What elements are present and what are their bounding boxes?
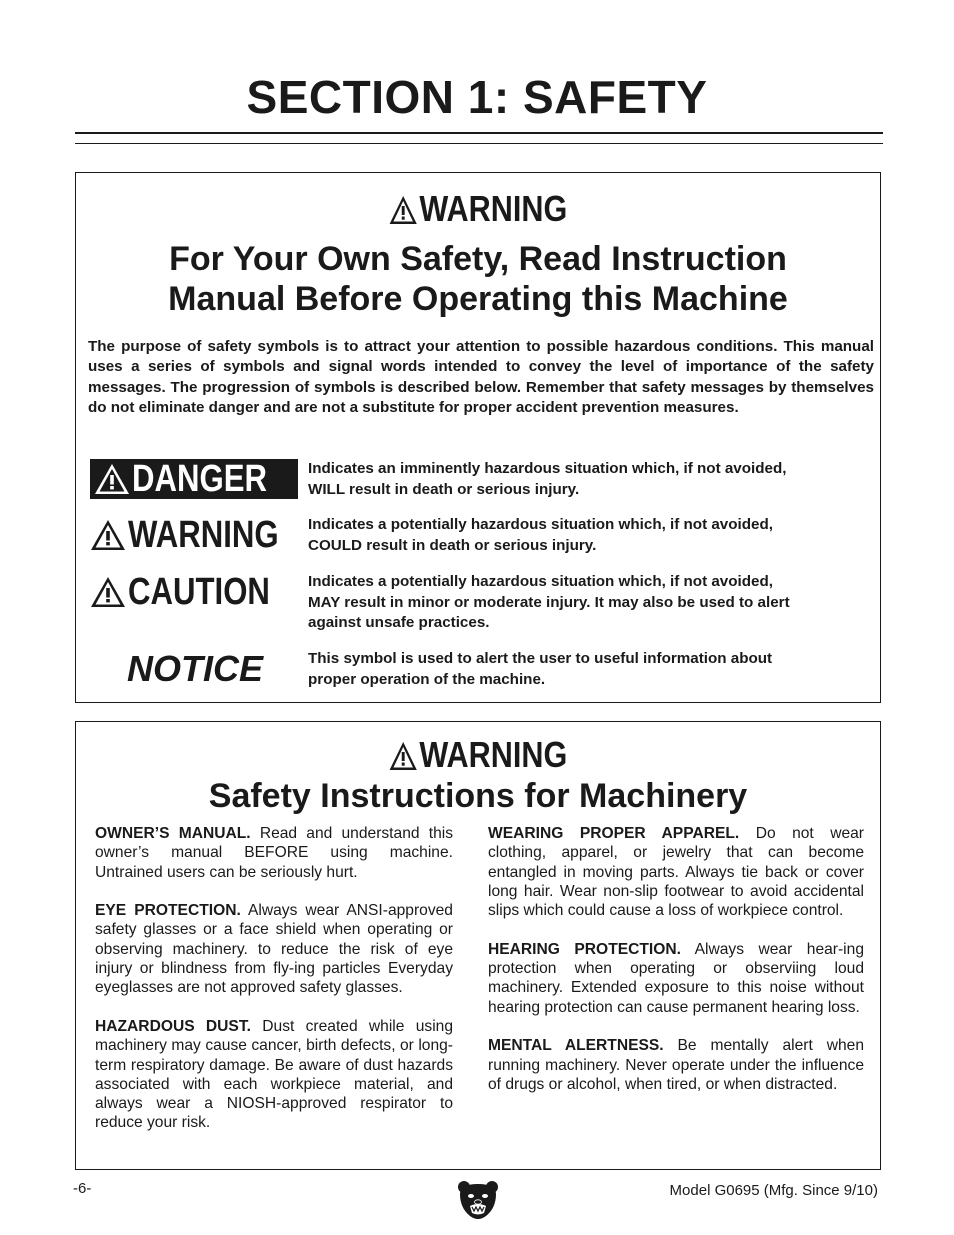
warning-triangle-icon bbox=[94, 463, 130, 495]
left-column bbox=[95, 824, 453, 1152]
para-text: Always wear ANSI-approved safety glasses or a face shield when operating or observing machinery. to reduce the risk of eye injury or blindness from fly-ing particles Everyday eyeglasses are not approved safety glasses. bbox=[95, 902, 453, 997]
para-heading: MENTAL ALERTNESS. bbox=[488, 1037, 664, 1055]
desc-line: proper operation of the machine. bbox=[308, 670, 546, 688]
warning-triangle-icon bbox=[90, 519, 126, 551]
para-heading: EYE PROTECTION. bbox=[95, 902, 241, 920]
desc-line: Indicates an imminently hazardous situation which, if not avoided, bbox=[308, 460, 787, 477]
desc-line: COULD result in death or serious injury. bbox=[308, 536, 597, 554]
page-number: -6- bbox=[73, 1180, 92, 1197]
notice-word: NOTICE bbox=[127, 648, 264, 689]
desc-line: Indicates a potentially hazardous situation which, if not avoided, bbox=[308, 573, 773, 590]
desc-line: WILL result in death or serious injury. bbox=[308, 480, 580, 498]
warning-header bbox=[136, 189, 819, 229]
caution-label bbox=[90, 572, 301, 612]
para-text: Be mentally alert when running machinery. Never operate under the influence of drugs or alcohol, when tired, or when distracted. bbox=[488, 1037, 864, 1093]
para-heading: HEARING PROTECTION. bbox=[488, 940, 681, 958]
proper-apparel-paragraph bbox=[488, 824, 864, 920]
desc-line: Indicates a potentially hazardous situation which, if not avoided, bbox=[308, 516, 773, 533]
warning-word: WARNING bbox=[419, 188, 568, 229]
mental-alertness-paragraph bbox=[488, 1036, 864, 1094]
model-info: Model G0695 (Mfg. Since 9/10) bbox=[669, 1182, 878, 1199]
danger-word: DANGER bbox=[132, 458, 268, 500]
title-rule-thick bbox=[75, 132, 883, 134]
subtitle-line-1: For Your Own Safety, Read Instruction bbox=[169, 240, 787, 278]
warning-header bbox=[136, 735, 819, 775]
para-heading: OWNER’S MANUAL. bbox=[95, 825, 251, 842]
warning-triangle-icon bbox=[389, 195, 418, 225]
machinery-safety-box bbox=[75, 721, 881, 1170]
title-rule-thin bbox=[75, 143, 883, 144]
danger-description bbox=[308, 459, 868, 500]
intro-paragraph: The purpose of safety symbols is to attract your attention to possible hazardous conditions. This manual uses a series of symbols and signal words intended to convey the level of importance of the safety messages. The progression of symbols is described below. Remember that safety messages by themselves do not eliminate danger and are not a substitute for proper accident prevention measures. bbox=[88, 338, 874, 416]
para-text: Do not wear clothing, apparel, or jewelry that can become entangled in moving parts. Always tie back or cover long hair. Wear non-slip footwear to avoid accidental slips which could cause a loss of workpiece control. bbox=[488, 825, 864, 920]
desc-line: This symbol is used to alert the user to useful information about bbox=[308, 650, 773, 667]
hazardous-dust-paragraph bbox=[95, 1017, 453, 1133]
para-text: Read and understand this owner’s manual BEFORE using machine. Untrained users can be seriously hurt. bbox=[95, 825, 453, 881]
bear-head-logo-icon bbox=[456, 1178, 500, 1222]
warning-triangle-icon bbox=[90, 576, 126, 608]
para-heading: WEARING PROPER APPAREL. bbox=[488, 825, 740, 842]
owners-manual-paragraph bbox=[95, 824, 453, 882]
caution-description bbox=[308, 572, 868, 634]
right-column bbox=[488, 824, 864, 1113]
para-text: Dust created while using machinery may cause cancer, birth defects, or long-term respiratory damage. Be aware of dust hazards associated with each workpiece material, and always wear a NIOSH-approved respirator to reduce your risk. bbox=[95, 1017, 454, 1132]
para-heading: HAZARDOUS DUST. bbox=[95, 1017, 251, 1035]
subtitle-line-2: Manual Before Operating this Machine bbox=[168, 280, 788, 318]
notice-description bbox=[308, 649, 868, 690]
warning-description bbox=[308, 515, 868, 556]
eye-protection-paragraph bbox=[95, 901, 453, 997]
box1-subtitle bbox=[76, 239, 880, 319]
desc-line: MAY result in minor or moderate injury. It may also be used to alert bbox=[308, 593, 790, 611]
safety-symbols-box bbox=[75, 172, 881, 703]
box2-subtitle: Safety Instructions for Machinery bbox=[208, 777, 748, 815]
warning-triangle-icon bbox=[389, 741, 418, 771]
hearing-protection-paragraph bbox=[488, 940, 864, 1017]
danger-label bbox=[90, 459, 298, 499]
page-title: SECTION 1: SAFETY bbox=[246, 71, 708, 123]
desc-line: against unsafe practices. bbox=[308, 614, 490, 631]
warning-label bbox=[90, 515, 312, 555]
notice-label bbox=[90, 649, 298, 689]
warning-word: WARNING bbox=[128, 514, 279, 556]
para-text: Always wear hear-ing protection when operating or observiing loud machinery. Extended exposure to this noise without hearing protection can cause permanent hearing loss. bbox=[488, 940, 864, 1016]
caution-word: CAUTION bbox=[128, 571, 270, 613]
warning-word: WARNING bbox=[419, 734, 568, 775]
